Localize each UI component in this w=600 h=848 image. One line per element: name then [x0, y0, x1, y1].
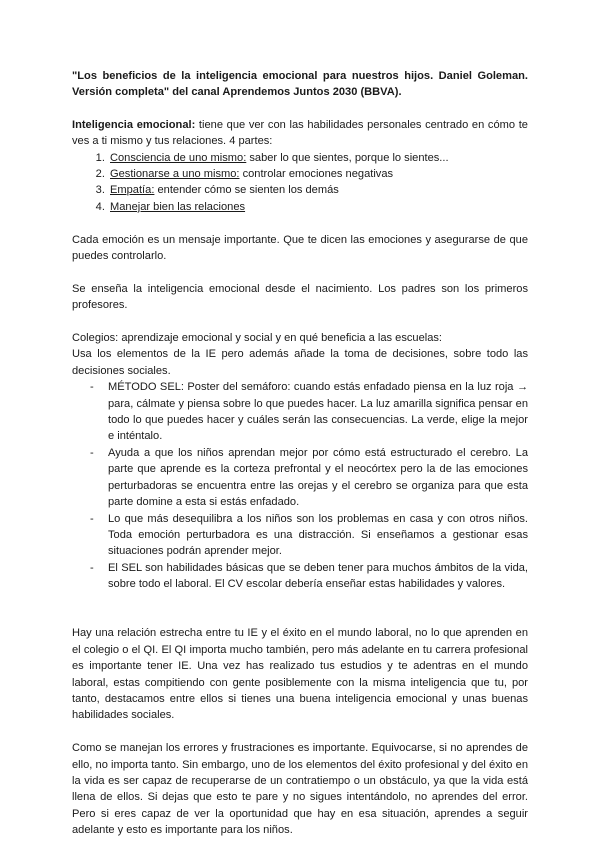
- intro-text: tiene que ver con las habilidades personales centrado en cómo te ves a ti mismo y tus relaciones. 4 partes:: [72, 118, 528, 148]
- list-item: - MÉTODO SEL: Poster del semáforo: cuando estás enfadado piensa en la luz roja → para, cálmate y piensa sobre lo que puedes hacer. La luz amarilla significa pensar en todo lo que puedes hacer y cuáles serán las consecuencias. La verde, elige la mejor e inténtalo.: [90, 379, 528, 445]
- work-paragraph: Hay una relación estrecha entre tu IE y el éxito en el mundo laboral, no lo que aprenden en el colegio o el QI. El QI importa mucho también, pero más adelante en tu carrera profesional es importante tener IE. Una vez has realizado tus estudios y te adentras en el mundo laboral, estas compitiendo con gente posiblemente con la misma inteligencia que tu, por tanto, destacamos entre ellos si tienes una buena inteligencia emocional y unas buenas habilidades sociales.: [72, 627, 528, 722]
- document-title: "Los beneficios de la inteligencia emocional para nuestros hijos. Daniel Goleman. Versión completa" del canal Aprendemos Juntos 2030 (BBVA).: [72, 70, 528, 99]
- intro-term: Inteligencia emocional:: [72, 118, 196, 131]
- list-item: - Lo que más desequilibra a los niños son los problemas en casa y con otros niños. Toda emoción perturbadora es una distracción. Si enseñamos a gestionar esas situaciones podrán aprender mejor.: [90, 511, 528, 560]
- list-item: - Ayuda a que los niños aprendan mejor por cómo está estructurado el cerebro. La parte que aprende es la corteza prefrontal y el neocórtex pero la de las emociones perturbadoras se encuentra entre las orejas y el cerebro se organiza para que esta parte domine a esta si estás enfadado.: [90, 445, 528, 511]
- list-item: - El SEL son habilidades básicas que se deben tener para muchos ámbitos de la vida, sobre todo el laboral. El CV escolar debería enseñar estas habilidades y valores.: [90, 560, 528, 593]
- list-item: 2. Gestionarse a uno mismo: controlar emociones negativas: [108, 166, 528, 182]
- schools-heading: Colegios: aprendizaje emocional y social y en qué beneficia a las escuelas:: [72, 332, 443, 345]
- list-item: 1. Consciencia de uno mismo: saber lo que sientes, porque lo sientes...: [108, 150, 528, 166]
- emotion-paragraph: Cada emoción es un mensaje importante. Que te dicen las emociones y asegurarse de que puedes controlarlo.: [72, 233, 528, 263]
- intro-paragraph: [72, 117, 528, 150]
- list-item: 4. Manejar bien las relaciones: [108, 199, 528, 215]
- birth-paragraph: Se enseña la inteligencia emocional desde el nacimiento. Los padres son los primeros profesores.: [72, 282, 528, 312]
- list-item: 3. Empatía: entender cómo se sienten los demás: [108, 182, 528, 198]
- ie-parts-list: [72, 150, 528, 216]
- schools-bullet-list: [72, 379, 528, 592]
- schools-paragraph: Usa los elementos de la IE pero además añade la toma de decisiones, sobre todo las decisiones sociales.: [72, 348, 528, 377]
- errors-paragraph: Como se manejan los errores y frustraciones es importante. Equivocarse, si no aprendes de ello, no importa tanto. Sin embargo, uno de los elementos del éxito profesional y del éxito en la vida es ser capaz de recuperarse de un contratiempo o un obstáculo, ya que la vida está llena de ellos. Si dejas que esto te pare y no sigues intentándolo, no aprendes del error. Pero si eres capaz de ver la oportunidad que hay en esa situación, aprendes a seguir adelante y esto es importante para los niños.: [72, 742, 528, 837]
